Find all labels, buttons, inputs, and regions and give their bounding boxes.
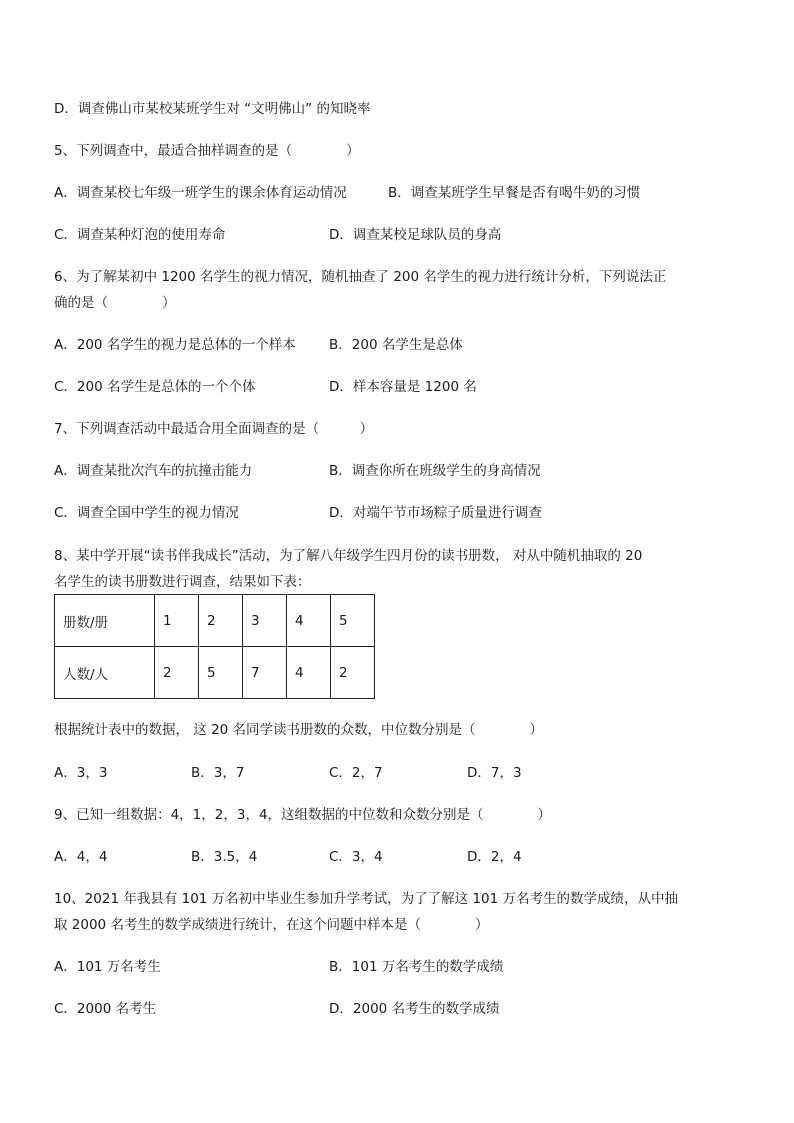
q8-stem-line2: 名学生的读书册数进行调查，结果如下表： (54, 574, 311, 590)
q9-option-b: B．3.5，4 (191, 849, 258, 865)
q6-stem-line2: 确的是（ ） (54, 295, 176, 311)
table-cell: 1 (155, 595, 199, 647)
q5-option-c: C．调查某种灯泡的使用寿命 (54, 227, 226, 243)
q8-option-b: B．3，7 (191, 765, 245, 781)
q4-option-d: D．调查佛山市某校某班学生对 “文明佛山” 的知晓率 (54, 101, 371, 117)
q5-option-a: A．调查某校七年级一班学生的课余体育运动情况 (54, 185, 347, 201)
q8-option-a: A．3，3 (54, 765, 108, 781)
q6-stem-line1: 6、为了解某初中 1200 名学生的视力情况，随机抽查了 200 名学生的视力进行统计分析，下列说法正 (54, 269, 667, 285)
table-cell: 7 (243, 647, 287, 699)
q6-option-d: D．样本容量是 1200 名 (329, 379, 477, 395)
q6-option-c: C．200 名学生是总体的一个个体 (54, 379, 256, 395)
q8-option-d: D．7，3 (467, 765, 522, 781)
q9-stem: 9、已知一组数据：4，1，2，3，4，这组数据的中位数和众数分别是（ ） (54, 807, 552, 823)
table-cell: 4 (287, 647, 331, 699)
q7-option-b: B．调查你所在班级学生的身高情况 (329, 463, 541, 479)
q10-option-c: C．2000 名考生 (54, 1001, 157, 1017)
q9-option-c: C．3，4 (329, 849, 383, 865)
q10-stem-line1: 10、2021 年我县有 101 万名初中毕业生参加升学考试，为了了解这 101 万名考生的数学成绩，从中抽 (54, 891, 679, 907)
q5-option-b: B．调查某班学生早餐是否有喝牛奶的习惯 (388, 185, 641, 201)
q6-option-a: A．200 名学生的视力是总体的一个样本 (54, 337, 296, 353)
table-cell: 2 (331, 647, 375, 699)
q8-option-c: C．2，7 (329, 765, 383, 781)
table-cell: 4 (287, 595, 331, 647)
q5-option-d: D．调查某校足球队员的身高 (329, 227, 502, 243)
q10-option-a: A．101 万名考生 (54, 959, 161, 975)
table-cell: 3 (243, 595, 287, 647)
table-cell: 2 (199, 595, 243, 647)
q7-option-d: D．对端午节市场粽子质量进行调查 (329, 505, 542, 521)
q7-option-a: A．调查某批次汽车的抗撞击能力 (54, 463, 253, 479)
table-cell: 5 (199, 647, 243, 699)
q9-option-a: A．4，4 (54, 849, 108, 865)
table-cell: 2 (155, 647, 199, 699)
table-row (55, 647, 375, 699)
q9-option-d: D．2，4 (467, 849, 522, 865)
q10-stem-line2: 取 2000 名考生的数学成绩进行统计，在这个问题中样本是（ ） (54, 917, 489, 933)
q10-option-d: D．2000 名考生的数学成绩 (329, 1001, 500, 1017)
table-header-cell: 册数/册 (55, 595, 155, 647)
q5-stem: 5、下列调查中，最适合抽样调查的是（ ） (54, 143, 360, 159)
q7-option-c: C．调查全国中学生的视力情况 (54, 505, 239, 521)
table-header-cell: 人数/人 (55, 647, 155, 699)
q6-option-b: B．200 名学生是总体 (329, 337, 463, 353)
q7-stem: 7、下列调查活动中最适合用全面调查的是（ ） (54, 421, 374, 437)
q8-stem-line1: 8、某中学开展“读书伴我成长”活动，为了解八年级学生四月份的读书册数， 对从中随机抽取的 20 (54, 548, 643, 564)
table-cell: 5 (331, 595, 375, 647)
table-row (55, 595, 375, 647)
q8-question: 根据统计表中的数据， 这 20 名同学读书册数的众数，中位数分别是（ ） (54, 722, 544, 738)
q10-option-b: B．101 万名考生的数学成绩 (329, 959, 504, 975)
q8-statistics-table (54, 594, 375, 699)
